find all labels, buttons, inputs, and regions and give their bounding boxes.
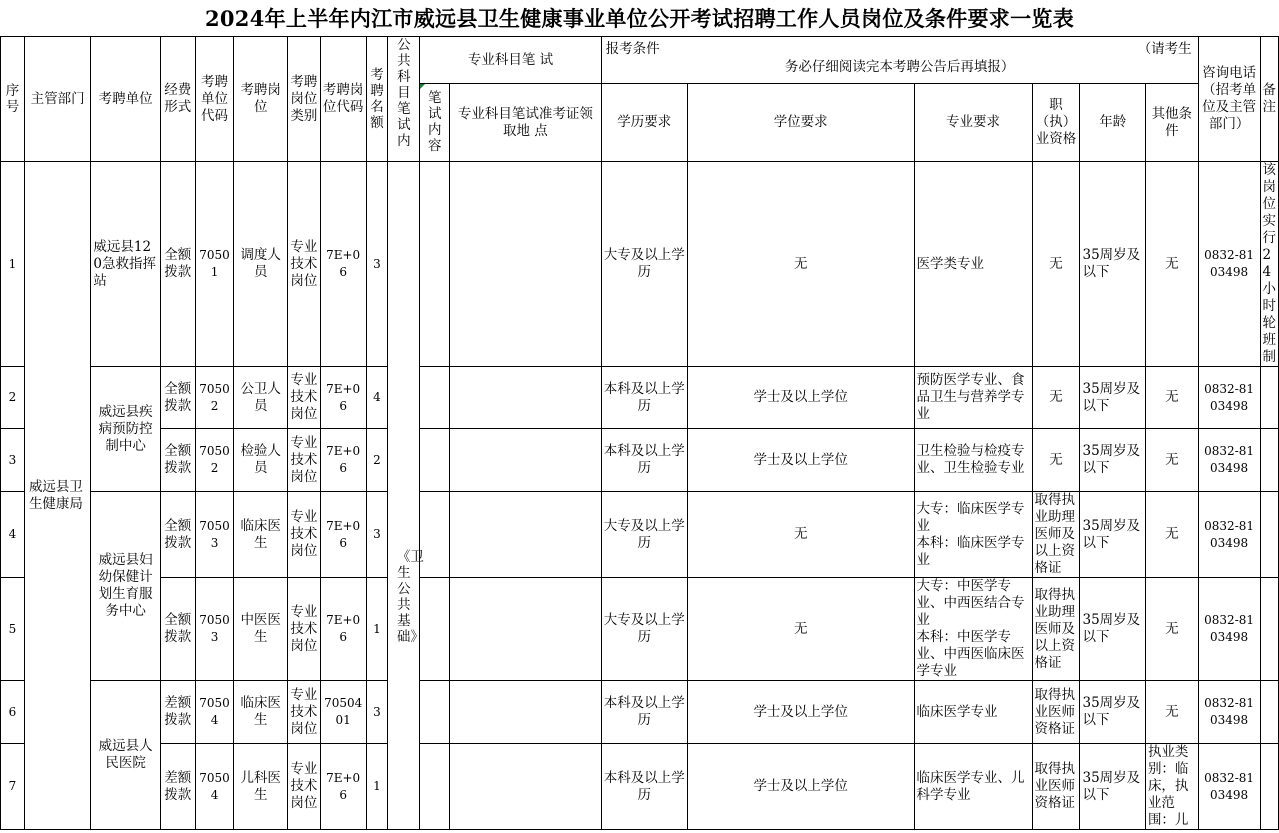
header-quota: 考聘名额 xyxy=(366,37,388,162)
cell-post-code: 7050401 xyxy=(320,681,366,744)
cell-age: 35周岁及以下 xyxy=(1080,429,1145,492)
header-age: 年龄 xyxy=(1080,84,1145,162)
cell-qual: 无 xyxy=(1032,367,1080,429)
cell-unit-code: 70503 xyxy=(195,578,234,681)
cell-qual: 取得执业助理医师及以上资格证 xyxy=(1032,578,1080,681)
table-row xyxy=(1,162,1279,367)
cell-post-code: 7E+06 xyxy=(320,578,366,681)
cell-edu: 大专及以上学历 xyxy=(601,578,687,681)
cell-fund: 全额拨款 xyxy=(160,429,195,492)
cell-other: 无 xyxy=(1145,578,1198,681)
cell-major: 医学类专业 xyxy=(914,162,1032,367)
cell-other: 无 xyxy=(1145,429,1198,492)
cell-qual: 无 xyxy=(1032,429,1080,492)
cell-degree: 无 xyxy=(687,578,914,681)
cell-prof-content xyxy=(420,367,450,429)
cell-other: 执业类别：临床，执业范围：儿 xyxy=(1145,744,1198,830)
cell-major: 卫生检验与检疫专业、卫生检验专业 xyxy=(914,429,1032,492)
cell-post-code: 7E+06 xyxy=(320,744,366,830)
cell-unit-code: 70502 xyxy=(195,429,234,492)
cell-fund: 全额拨款 xyxy=(160,367,195,429)
cell-degree: 学士及以上学位 xyxy=(687,367,914,429)
cell-post-type: 专业技术岗位 xyxy=(287,429,320,492)
cell-seq: 3 xyxy=(1,429,25,492)
header-public-exam: 公共科目笔试内 xyxy=(388,37,420,162)
cell-prof-place xyxy=(450,367,601,429)
cell-post: 临床医生 xyxy=(234,681,288,744)
cell-seq: 6 xyxy=(1,681,25,744)
table-row xyxy=(1,429,1279,492)
cell-qual: 无 xyxy=(1032,162,1080,367)
cell-remark xyxy=(1260,429,1279,492)
cell-fund: 差额拨款 xyxy=(160,681,195,744)
cell-quota: 3 xyxy=(366,162,388,367)
cell-prof-content xyxy=(420,429,450,492)
cell-prof-place xyxy=(450,162,601,367)
cell-phone: 0832-8103498 xyxy=(1198,367,1260,429)
header-remark: 备注 xyxy=(1260,37,1279,162)
cell-post: 中医医生 xyxy=(234,578,288,681)
header-conditions-note: 务必仔细阅读完本考聘公告后再填报） xyxy=(784,59,1015,75)
header-post: 考聘岗位 xyxy=(234,37,288,162)
cell-edu: 本科及以上学历 xyxy=(601,367,687,429)
header-post-type: 考聘岗位类别 xyxy=(287,37,320,162)
public-exam-content: 《卫生公共基础》 xyxy=(396,549,424,646)
cell-post-type: 专业技术岗位 xyxy=(287,578,320,681)
header-post-code: 考聘岗位代码 xyxy=(320,37,366,162)
cell-qual: 取得执业医师资格证 xyxy=(1032,681,1080,744)
header-fund: 经费形式 xyxy=(160,37,195,162)
cell-unit: 威远县人民医院 xyxy=(91,681,160,830)
cell-post-code: 7E+06 xyxy=(320,162,366,367)
cell-edu: 大专及以上学历 xyxy=(601,162,687,367)
cell-public-exam xyxy=(388,367,424,830)
cell-age: 35周岁及以下 xyxy=(1080,744,1145,830)
cell-major: 大专：中医学专业、中西医结合专业 本科：中医学专业、中西医临床医学专业 xyxy=(914,578,1032,681)
cell-post: 儿科医生 xyxy=(234,744,288,830)
cell-post-type: 专业技术岗位 xyxy=(287,681,320,744)
cell-public-exam-blank xyxy=(388,162,420,367)
cell-edu: 本科及以上学历 xyxy=(601,429,687,492)
cell-degree: 学士及以上学位 xyxy=(687,744,914,830)
cell-dept: 威远县卫生健康局 xyxy=(24,162,90,830)
header-degree: 学位要求 xyxy=(687,84,914,162)
cell-seq: 5 xyxy=(1,578,25,681)
header-prof-content: 笔试内容 xyxy=(420,84,450,162)
cell-post-code: 7E+06 xyxy=(320,492,366,578)
cell-post: 临床医生 xyxy=(234,492,288,578)
cell-major: 临床医学专业 xyxy=(914,681,1032,744)
table-row xyxy=(1,681,1279,744)
cell-seq: 7 xyxy=(1,744,25,830)
cell-unit-code: 70502 xyxy=(195,367,234,429)
header-major: 专业要求 xyxy=(914,84,1032,162)
header-prof-place: 专业科目笔试准考证领取地 点 xyxy=(450,84,601,162)
cell-phone: 0832-8103498 xyxy=(1198,744,1260,830)
cell-prof-place xyxy=(450,492,601,578)
cell-prof-place xyxy=(450,429,601,492)
cell-age: 35周岁及以下 xyxy=(1080,162,1145,367)
cell-prof-place xyxy=(450,578,601,681)
cell-post-type: 专业技术岗位 xyxy=(287,367,320,429)
cell-phone: 0832-8103498 xyxy=(1198,429,1260,492)
cell-prof-content xyxy=(420,162,450,367)
table-row xyxy=(1,578,1279,681)
cell-post-type: 专业技术岗位 xyxy=(287,744,320,830)
cell-edu: 本科及以上学历 xyxy=(601,744,687,830)
header-phone: 咨询电话（招考单位及主管部门） xyxy=(1198,37,1260,162)
cell-major: 临床医学专业、儿科学专业 xyxy=(914,744,1032,830)
cell-unit-code: 70504 xyxy=(195,681,234,744)
header-unit-code: 考聘单位代码 xyxy=(195,37,234,162)
cell-fund: 全额拨款 xyxy=(160,578,195,681)
cell-fund: 全额拨款 xyxy=(160,162,195,367)
cell-phone: 0832-8103498 xyxy=(1198,492,1260,578)
cell-other: 无 xyxy=(1145,681,1198,744)
cell-other: 无 xyxy=(1145,162,1198,367)
cell-other: 无 xyxy=(1145,367,1198,429)
cell-unit-code: 70501 xyxy=(195,162,234,367)
cell-remark: 该岗位实行24小时轮班制 xyxy=(1260,162,1279,367)
cell-fund: 差额拨款 xyxy=(160,744,195,830)
cell-phone: 0832-8103498 xyxy=(1198,578,1260,681)
cell-degree: 学士及以上学位 xyxy=(687,681,914,744)
cell-prof-content xyxy=(420,578,450,681)
cell-degree: 无 xyxy=(687,492,914,578)
cell-remark xyxy=(1260,578,1279,681)
header-edu: 学历要求 xyxy=(601,84,687,162)
cell-quota: 3 xyxy=(366,492,388,578)
page-title: 2024年上半年内江市威远县卫生健康事业单位公开考试招聘工作人员岗位及条件要求一览表 xyxy=(204,6,1075,31)
header-qual: 职（执）业资格 xyxy=(1032,84,1080,162)
header-unit: 考聘单位 xyxy=(91,37,160,162)
cell-prof-content xyxy=(420,744,450,830)
cell-age: 35周岁及以下 xyxy=(1080,578,1145,681)
cell-prof-content xyxy=(420,681,450,744)
table-row xyxy=(1,492,1279,578)
header-conditions-label: 报考条件 xyxy=(605,41,660,57)
cell-seq: 4 xyxy=(1,492,25,578)
header-seq: 序号 xyxy=(1,37,25,162)
cell-age: 35周岁及以下 xyxy=(1080,367,1145,429)
cell-prof-content xyxy=(420,492,450,578)
cell-post-type: 专业技术岗位 xyxy=(287,162,320,367)
cell-major: 大专：临床医学专业 本科：临床医学专业 xyxy=(914,492,1032,578)
cell-unit: 威远县疾病预防控制中心 xyxy=(91,367,160,492)
cell-age: 35周岁及以下 xyxy=(1080,681,1145,744)
cell-unit-code: 70503 xyxy=(195,492,234,578)
cell-remark xyxy=(1260,681,1279,744)
cell-unit: 威远县妇幼保健计划生育服务中心 xyxy=(91,492,160,681)
cell-qual: 取得执业医师资格证 xyxy=(1032,744,1080,830)
cell-phone: 0832-8103498 xyxy=(1198,681,1260,744)
cell-seq: 1 xyxy=(1,162,25,367)
cell-quota: 4 xyxy=(366,367,388,429)
cell-quota: 2 xyxy=(366,429,388,492)
header-conditions-paren: （请考生 xyxy=(1137,41,1192,57)
cell-post: 调度人员 xyxy=(234,162,288,367)
header-other: 其他条件 xyxy=(1145,84,1198,162)
cell-phone: 0832-8103498 xyxy=(1198,162,1260,367)
cell-qual: 取得执业助理医师及以上资格证 xyxy=(1032,492,1080,578)
header-conditions xyxy=(601,37,1198,84)
cell-major: 预防医学专业、食品卫生与营养学专业 xyxy=(914,367,1032,429)
cell-quota: 1 xyxy=(366,744,388,830)
cell-seq: 2 xyxy=(1,367,25,429)
table-row xyxy=(1,367,1279,429)
cell-age: 35周岁及以下 xyxy=(1080,492,1145,578)
cell-post: 检验人员 xyxy=(234,429,288,492)
cell-post-type: 专业技术岗位 xyxy=(287,492,320,578)
cell-degree: 无 xyxy=(687,162,914,367)
cell-prof-place xyxy=(450,681,601,744)
cell-edu: 本科及以上学历 xyxy=(601,681,687,744)
cell-edu: 大专及以上学历 xyxy=(601,492,687,578)
cell-remark xyxy=(1260,744,1279,830)
header-dept: 主管部门 xyxy=(24,37,90,162)
cell-quota: 1 xyxy=(366,578,388,681)
cell-post-code: 7E+06 xyxy=(320,429,366,492)
cell-remark xyxy=(1260,367,1279,429)
cell-other: 无 xyxy=(1145,492,1198,578)
cell-unit: 威远县120急救指挥站 xyxy=(91,162,160,367)
cell-unit-code: 70504 xyxy=(195,744,234,830)
cell-fund: 全额拨款 xyxy=(160,492,195,578)
cell-degree: 学士及以上学位 xyxy=(687,429,914,492)
cell-quota: 3 xyxy=(366,681,388,744)
cell-post-code: 7E+06 xyxy=(320,367,366,429)
recruitment-table xyxy=(0,36,1279,830)
cell-remark xyxy=(1260,492,1279,578)
cell-prof-place xyxy=(450,744,601,830)
header-prof-exam: 专业科目笔 试 xyxy=(420,37,601,84)
cell-post: 公卫人员 xyxy=(234,367,288,429)
table-row xyxy=(1,744,1279,830)
